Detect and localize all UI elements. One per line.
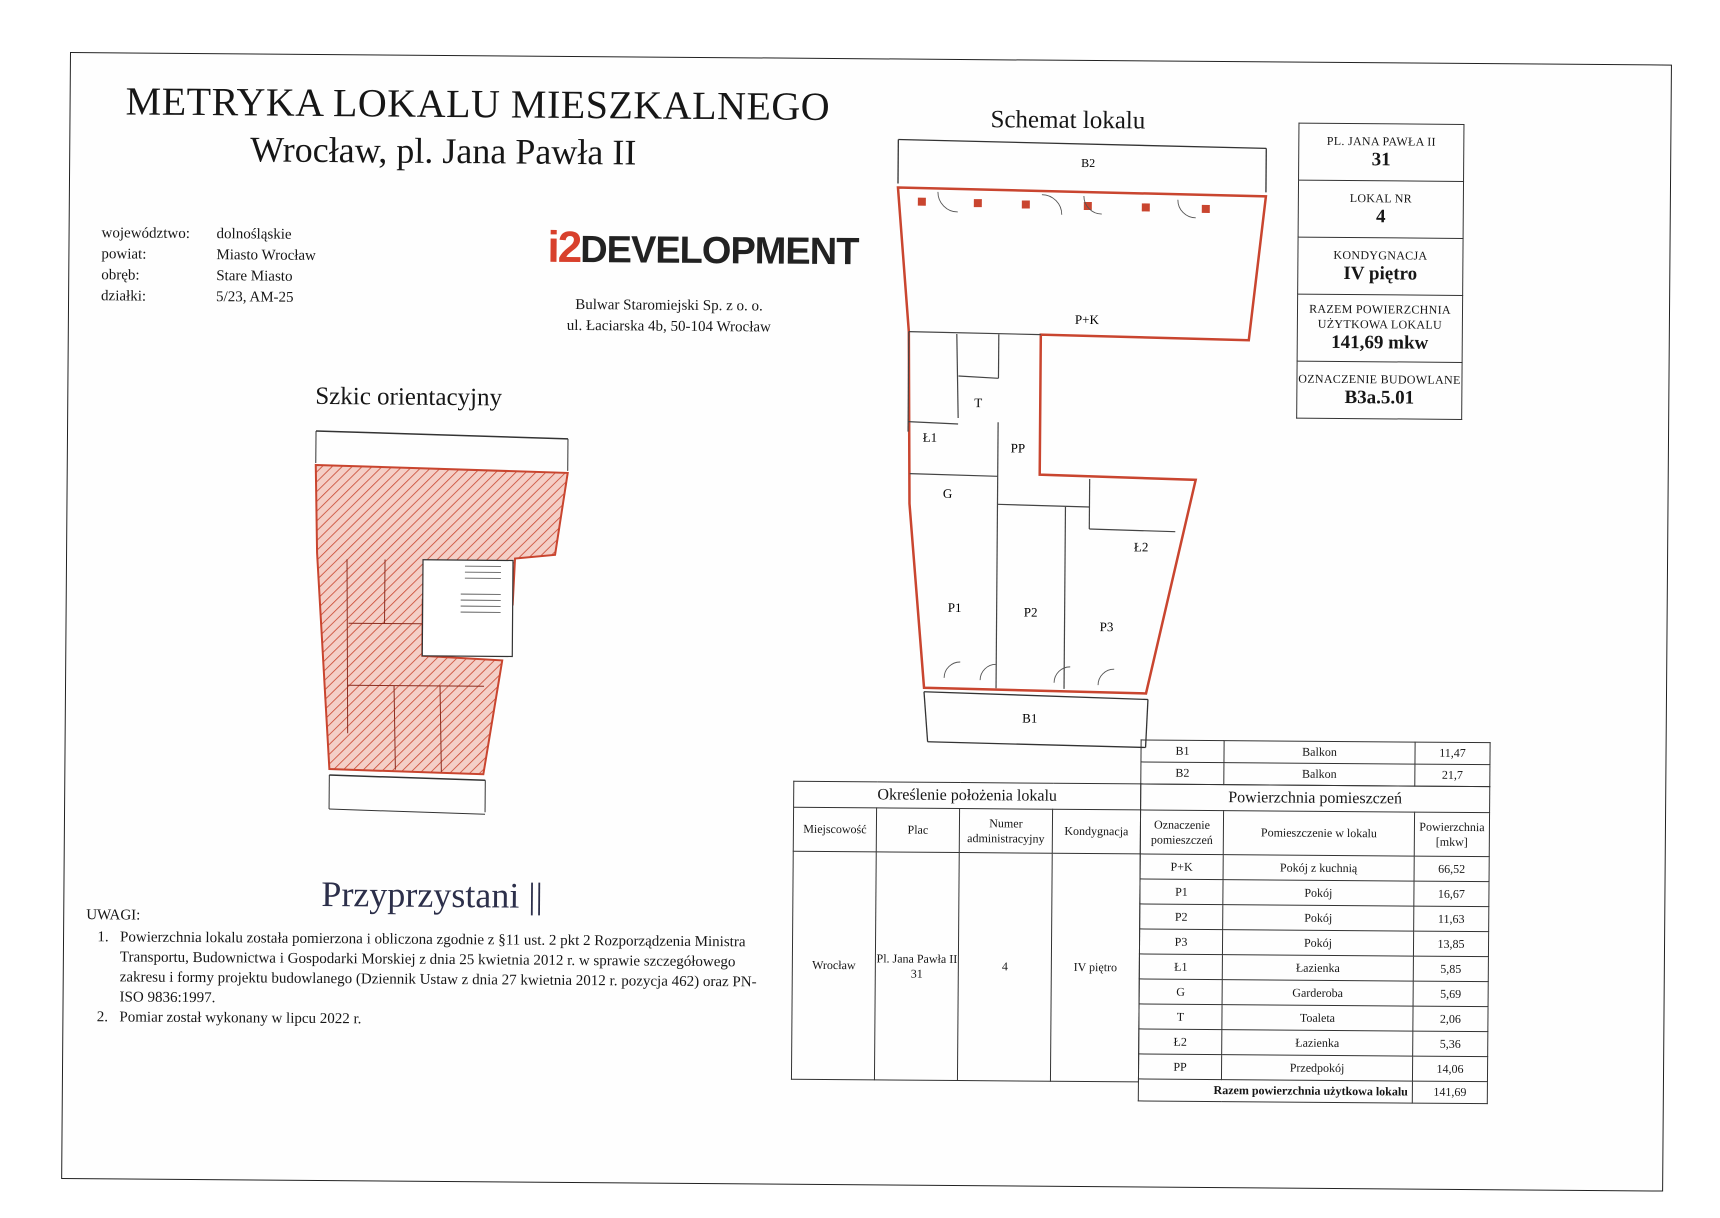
note-number: 2. <box>96 1009 109 1026</box>
floor-plan <box>884 131 1288 726</box>
location-value-row <box>791 851 1140 1082</box>
table-row <box>1139 929 1488 957</box>
location-value: IV piętro <box>1050 853 1140 1082</box>
rooms-table <box>1138 783 1490 1104</box>
signature: Przyprzystani || <box>321 874 543 916</box>
meta-value: dolnośląskie <box>216 226 292 243</box>
room-code: P+K <box>1140 854 1223 880</box>
location-meta <box>101 223 342 309</box>
room-name: Łazienka <box>1222 1030 1413 1056</box>
label-p2: P2 <box>1023 604 1038 620</box>
room-name: Łazienka <box>1222 955 1413 981</box>
room-code: Ł2 <box>1139 1029 1222 1055</box>
room-area: 11,63 <box>1414 906 1489 932</box>
balcony-name: Balkon <box>1224 763 1415 786</box>
balcony-name: Balkon <box>1224 741 1415 764</box>
location-title-row <box>794 781 1141 810</box>
logo-name: DEVELOPMENT <box>579 229 859 274</box>
room-code: T <box>1139 1004 1222 1030</box>
company-line2: ul. Łaciarska 4b, 50-104 Wrocław <box>566 317 771 336</box>
room-name: Pokój <box>1223 905 1414 931</box>
location-header: Miejscowość <box>793 807 876 852</box>
room-area: 66,52 <box>1414 856 1489 882</box>
info-cell <box>1298 237 1463 295</box>
label-pk: P+K <box>1074 311 1099 328</box>
note-item <box>85 927 776 1012</box>
room-name: Pokój <box>1223 880 1414 906</box>
room-area: 5,85 <box>1413 956 1488 982</box>
total-value: 141,69 <box>1412 1081 1487 1104</box>
table-row <box>1140 854 1489 882</box>
meta-label: województwo: <box>101 225 190 242</box>
meta-row <box>101 223 341 246</box>
room-area: 5,69 <box>1413 981 1488 1007</box>
company-logo <box>547 223 858 275</box>
meta-label: obręb: <box>101 267 140 284</box>
rooms-header: Pomieszczenie w lokalu <box>1223 811 1414 856</box>
label-l1: Ł1 <box>922 429 938 445</box>
meta-label: powiat: <box>101 246 147 263</box>
room-name: Pokój <box>1222 930 1413 956</box>
table-row <box>1140 879 1489 907</box>
room-code: Ł1 <box>1139 954 1222 980</box>
room-name: Garderoba <box>1222 980 1413 1006</box>
document-title: METRYKA LOKALU MIESZKALNEGO <box>125 78 831 129</box>
info-cell <box>1298 180 1463 238</box>
location-value: Pl. Jana Pawła II 31 <box>874 852 959 1081</box>
info-row <box>1297 361 1462 419</box>
company-address <box>544 295 794 339</box>
info-value: 4 <box>1375 205 1386 227</box>
label-g: G <box>942 485 953 501</box>
rooms-table-title: Powierzchnia pomieszczeń <box>1141 784 1490 813</box>
meta-row <box>101 244 341 267</box>
meta-value: Stare Miasto <box>216 268 293 285</box>
label-l2: Ł2 <box>1133 539 1149 555</box>
balcony-area: 21,7 <box>1415 764 1490 787</box>
room-area: 16,67 <box>1414 881 1489 907</box>
info-label: LOKAL NR <box>1349 190 1413 206</box>
rooms-header-row <box>1140 810 1489 857</box>
balcony-code: B2 <box>1141 762 1224 785</box>
stairwell <box>422 560 513 657</box>
label-p1: P1 <box>947 599 962 616</box>
notes <box>85 905 776 1032</box>
room-name: Przedpokój <box>1221 1055 1412 1081</box>
label-pp: PP <box>1010 440 1026 456</box>
balcony-area: 11,47 <box>1415 742 1490 765</box>
info-label: RAZEM POWIERZCHNIA UŻYTKOWA LOKALU <box>1309 301 1451 332</box>
company-line1: Bulwar Staromiejski Sp. z o. o. <box>575 296 763 315</box>
location-header: Kondygnacja <box>1052 809 1140 854</box>
scheme-title: Schemat lokalu <box>990 106 1146 135</box>
info-cell <box>1297 361 1462 419</box>
label-p3: P3 <box>1099 619 1114 635</box>
table-row <box>1139 1004 1488 1032</box>
room-area: 13,85 <box>1413 931 1488 957</box>
logo-prefix: i2 <box>547 222 581 273</box>
note-number: 1. <box>97 929 109 946</box>
info-row <box>1299 123 1464 181</box>
rooms-title-row <box>1141 784 1490 813</box>
info-label: KONDYGNACJA <box>1333 247 1428 263</box>
room-name: Toaleta <box>1222 1005 1413 1031</box>
balcony-table <box>1140 739 1490 787</box>
info-label: PL. JANA PAWŁA II <box>1326 133 1436 149</box>
info-cell <box>1299 123 1464 181</box>
table-row <box>1140 904 1489 932</box>
total-row <box>1138 1079 1487 1104</box>
location-header-row <box>793 807 1140 854</box>
info-value: B3a.5.01 <box>1344 386 1415 409</box>
document-subtitle: Wrocław, pl. Jana Pawła II <box>250 129 637 173</box>
room-area: 14,06 <box>1412 1056 1487 1082</box>
orientation-sketch <box>303 423 586 845</box>
label-t: T <box>974 395 983 411</box>
table-row <box>1139 979 1488 1007</box>
label-b2: B2 <box>1081 155 1096 171</box>
info-value: 141,69 mkw <box>1331 331 1429 354</box>
room-name: Pokój z kuchnią <box>1223 855 1414 881</box>
info-box <box>1296 123 1464 420</box>
room-area: 5,36 <box>1413 1031 1488 1057</box>
table-row <box>1138 1054 1487 1082</box>
room-code: P2 <box>1140 904 1223 930</box>
label-b1: B1 <box>1022 710 1038 726</box>
location-table-title: Określenie położenia lokalu <box>794 781 1141 810</box>
document-sheet <box>61 52 1672 1192</box>
meta-row <box>101 286 341 309</box>
room-code: P3 <box>1139 929 1222 955</box>
table-row <box>1139 954 1488 982</box>
note-text: Powierzchnia lokalu została pomierzona i obliczona zgodnie z §11 ust. 2 pkt 2 Rozporządzenia Ministra Transportu, Budownictwa i Gospodarki Morskiej z dnia 25 kwietnia 2012 r. w sprawie szczegółowego zakresu i formy projektu budowlanego (Dziennik Ustaw z dnia 27 kwietnia 2012 r. pozycja 462) oraz PN-ISO 9836:1997. <box>119 929 757 1007</box>
rooms-header: Oznaczenie pomieszczeń <box>1140 810 1223 855</box>
note-item <box>85 1007 775 1032</box>
info-value: 31 <box>1371 148 1391 170</box>
meta-value: 5/23, AM-25 <box>216 289 294 306</box>
room-area: 2,06 <box>1413 1006 1488 1032</box>
info-row <box>1298 237 1463 295</box>
meta-value: Miasto Wrocław <box>216 247 316 264</box>
location-header: Plac <box>876 808 959 853</box>
table-row <box>1139 1029 1488 1057</box>
notes-heading: UWAGI: <box>86 907 141 924</box>
location-table <box>791 781 1141 1083</box>
location-value: Wrocław <box>791 851 876 1080</box>
info-value: IV piętro <box>1343 262 1418 285</box>
info-cell <box>1297 294 1463 362</box>
meta-label: działki: <box>101 288 147 305</box>
location-value: 4 <box>957 853 1052 1082</box>
radiators <box>918 198 1210 213</box>
note-text: Pomiar został wykonany w lipcu 2022 r. <box>119 1009 362 1028</box>
room-code: P1 <box>1140 879 1223 905</box>
location-header: Numer administracyjny <box>959 809 1052 854</box>
info-row <box>1298 180 1463 238</box>
rooms-header: Powierzchnia [mkw] <box>1414 812 1489 857</box>
room-code: PP <box>1138 1054 1221 1080</box>
info-label: OZNACZENIE BUDOWLANE <box>1298 371 1461 387</box>
meta-row <box>101 265 341 288</box>
info-row <box>1297 294 1463 362</box>
balcony-code: B1 <box>1141 740 1224 763</box>
apartment-outline <box>894 188 1266 695</box>
room-code: G <box>1139 979 1222 1005</box>
total-label: Razem powierzchnia użytkowa lokalu <box>1138 1079 1412 1103</box>
balcony-row <box>1141 740 1490 765</box>
sketch-title: Szkic orientacyjny <box>315 382 503 412</box>
